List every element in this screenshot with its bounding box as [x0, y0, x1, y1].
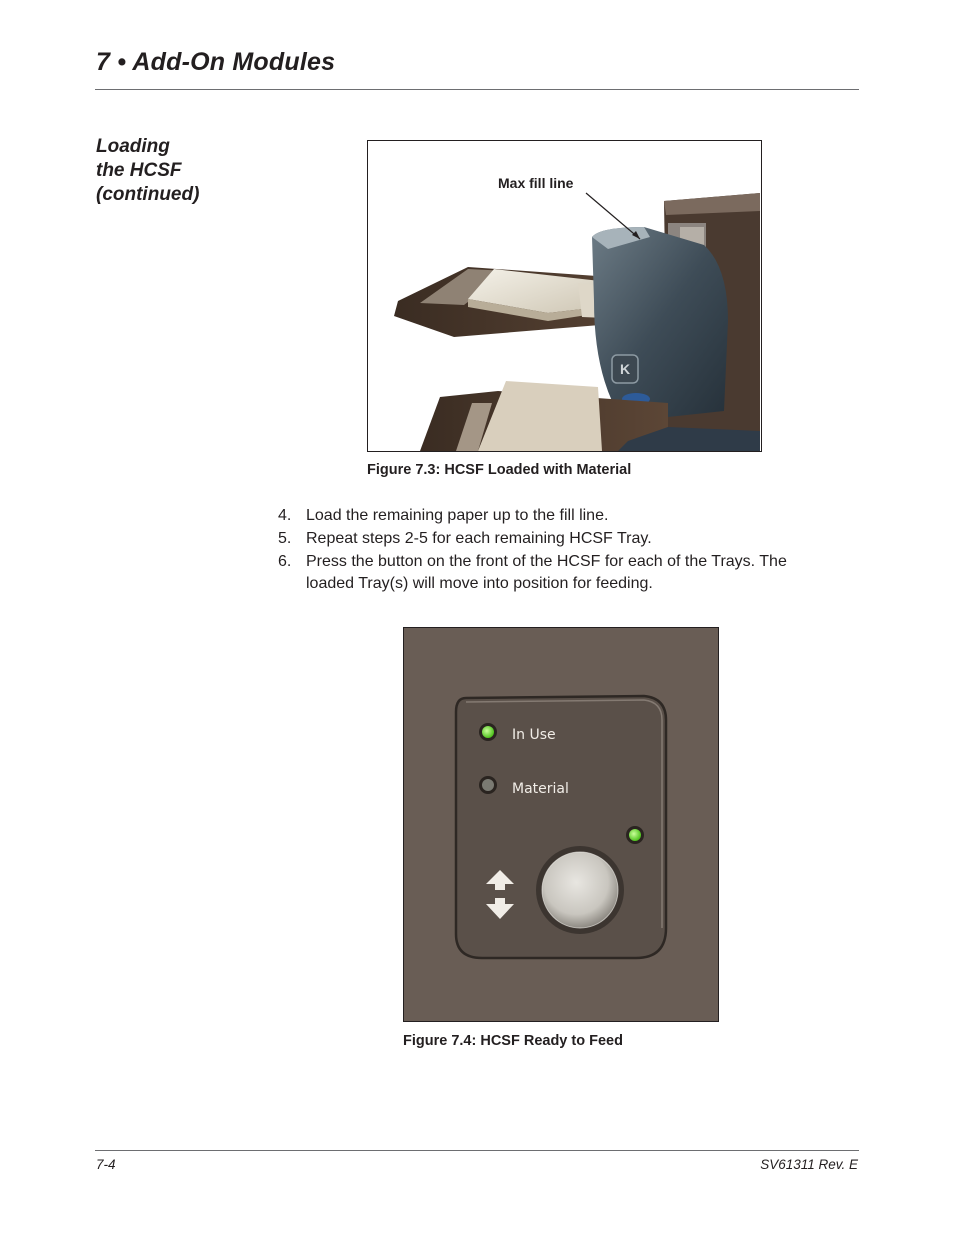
- header-rule: [95, 89, 859, 90]
- step-text: Press the button on the front of the HCSF for each of the Trays. The loaded Tray(s) will move into position for feeding.: [306, 553, 787, 592]
- section-heading-line-1: Loading: [96, 136, 170, 157]
- step-number: 6.: [278, 553, 292, 570]
- page-number: 7-4: [96, 1157, 116, 1172]
- list-item: [278, 551, 838, 594]
- list-item: [278, 528, 838, 550]
- step-text: Repeat steps 2-5 for each remaining HCSF Tray.: [306, 530, 652, 547]
- figure-3-caption: Figure 7.3: HCSF Loaded with Material: [367, 462, 632, 478]
- max-fill-line-label: Max fill line: [498, 175, 574, 191]
- step-number: 4.: [278, 507, 292, 524]
- in-use-label: In Use: [512, 727, 556, 743]
- in-use-led: [482, 726, 494, 738]
- figure-hcsf-loaded-photo: [367, 140, 762, 452]
- section-heading-line-3: (continued): [96, 184, 200, 205]
- list-item: [278, 505, 838, 527]
- chapter-title: 7 • Add-On Modules: [96, 48, 336, 76]
- section-heading-line-2: the HCSF: [96, 160, 182, 181]
- document-id: SV61311 Rev. E: [760, 1157, 858, 1172]
- footer-rule: [95, 1150, 859, 1151]
- cover-button-glyph: K: [619, 361, 631, 377]
- section-heading: [96, 135, 199, 207]
- figure-hcsf-control-panel-photo: [403, 627, 719, 1022]
- step-text: Load the remaining paper up to the fill line.: [306, 507, 609, 524]
- steps-list: [278, 505, 838, 596]
- material-label: Material: [512, 781, 569, 797]
- step-number: 5.: [278, 530, 292, 547]
- figure-4-caption: Figure 7.4: HCSF Ready to Feed: [403, 1033, 623, 1049]
- ready-led: [629, 829, 641, 841]
- material-led: [482, 779, 494, 791]
